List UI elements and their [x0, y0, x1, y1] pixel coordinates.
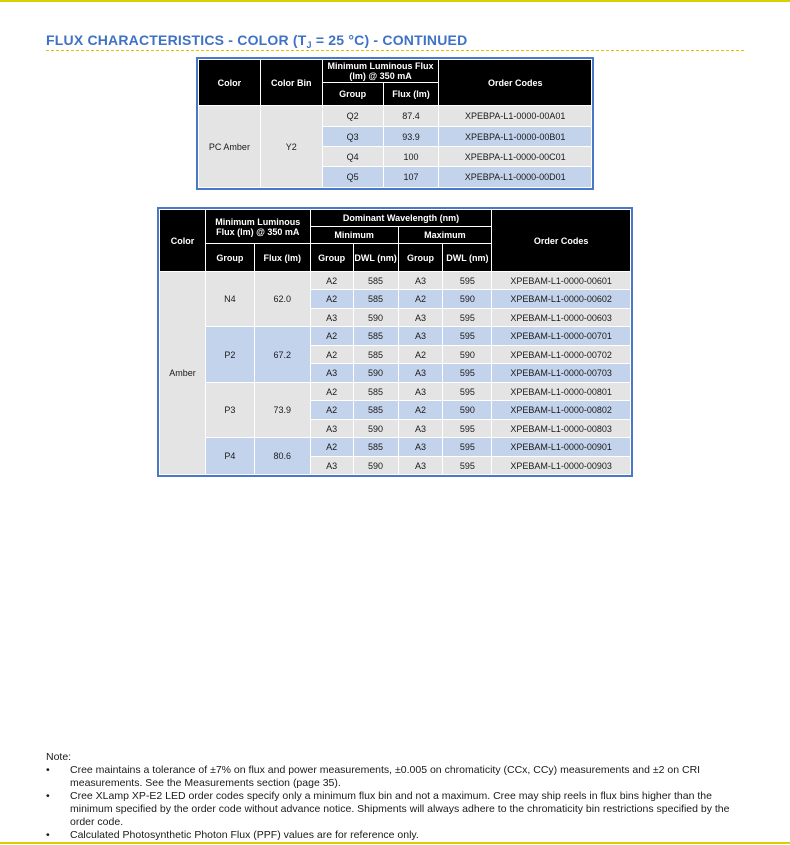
cell-min-dwl: 590	[353, 420, 398, 438]
cell-max-dwl: 595	[443, 457, 492, 475]
cell-flux: 87.4	[383, 106, 439, 127]
amber-flux-table	[159, 209, 631, 475]
cell-min-group: A2	[310, 383, 353, 401]
section-heading: FLUX CHARACTERISTICS - COLOR ($T_J = 25$ °C) - CONTINUED	[46, 32, 468, 50]
note-text: Cree maintains a tolerance of ±7% on flux and power measurements, ±0.005 on chromaticity (CCx, CCy) measurements and ±2 on CRI measurements. See the Measurements section (page 35).	[70, 764, 701, 789]
notes-section	[46, 751, 746, 842]
cell-max-group: A3	[398, 383, 443, 401]
cell-min-dwl: 585	[353, 272, 398, 290]
cell-bin-group: P2	[205, 327, 254, 383]
pc-amber-flux-table	[198, 59, 592, 188]
header-min-dwl: DWL (nm)	[353, 244, 398, 272]
cell-group: Q4	[322, 147, 383, 167]
cell-bin-flux: 80.6	[254, 438, 310, 475]
cell-max-group: A2	[398, 346, 443, 364]
cell-order-code: XPEBPA-L1-0000-00B01	[439, 127, 592, 147]
cell-bin-flux: 73.9	[254, 383, 310, 438]
cell-min-group: A3	[310, 364, 353, 383]
cell-flux: 93.9	[383, 127, 439, 147]
header-min-group: Group	[310, 244, 353, 272]
cell-min-dwl: 590	[353, 364, 398, 383]
cell-max-group: A3	[398, 309, 443, 327]
cell-min-group: A3	[310, 457, 353, 475]
bullet: •	[46, 764, 50, 776]
bullet: •	[46, 829, 50, 841]
header-minimum: Minimum	[310, 227, 398, 244]
header-max-group: Group	[398, 244, 443, 272]
note-text: Calculated Photosynthetic Photon Flux (PPF) values are for reference only.	[70, 829, 419, 841]
cell-max-dwl: 595	[443, 383, 492, 401]
header-color: Color	[160, 210, 206, 272]
cell-order-code: XPEBAM-L1-0000-00702	[492, 346, 631, 364]
header-maximum: Maximum	[398, 227, 492, 244]
cell-max-group: A2	[398, 290, 443, 309]
header-group: Group	[205, 244, 254, 272]
bullet: •	[46, 790, 50, 802]
cell-max-group: A3	[398, 420, 443, 438]
cell-max-dwl: 595	[443, 438, 492, 457]
cell-max-dwl: 595	[443, 364, 492, 383]
header-min-flux: Minimum Luminous Flux (lm) @ 350 mA	[205, 210, 310, 244]
header-color: Color	[199, 60, 261, 106]
cell-bin-group: P3	[205, 383, 254, 438]
cell-min-group: A2	[310, 327, 353, 346]
cell-min-dwl: 585	[353, 327, 398, 346]
cell-max-group: A3	[398, 327, 443, 346]
cell-max-dwl: 595	[443, 420, 492, 438]
cell-min-dwl: 590	[353, 309, 398, 327]
cell-bin-group: N4	[205, 272, 254, 327]
header-flux: Flux (lm)	[383, 83, 439, 106]
cell-order-code: XPEBAM-L1-0000-00703	[492, 364, 631, 383]
cell-min-dwl: 585	[353, 438, 398, 457]
cell-max-dwl: 595	[443, 327, 492, 346]
cell-max-group: A3	[398, 457, 443, 475]
notes-title: Note:	[46, 751, 72, 763]
cell-max-group: A3	[398, 438, 443, 457]
cell-max-dwl: 590	[443, 346, 492, 364]
cell-max-group: A2	[398, 401, 443, 420]
cell-min-dwl: 585	[353, 401, 398, 420]
cell-max-dwl: 590	[443, 290, 492, 309]
header-color-bin: Color Bin	[260, 60, 322, 106]
cell-color-bin: Y2	[260, 106, 322, 188]
note-text: Cree XLamp XP-E2 LED order codes specify only a minimum flux bin and not a maximum. Cree may ship reels in flux bins higher than the minimum specified by the order code without advance notice. Shipments will always adhere to the chromaticity bin restrictions specified by the order code.	[70, 790, 730, 828]
cell-max-group: A3	[398, 364, 443, 383]
header-order-codes: Order Codes	[492, 210, 631, 272]
cell-min-group: A2	[310, 272, 353, 290]
cell-bin-flux: 67.2	[254, 327, 310, 383]
cell-min-group: A2	[310, 401, 353, 420]
bottom-rule	[0, 842, 790, 844]
header-flux: Flux (lm)	[254, 244, 310, 272]
cell-color: PC Amber	[199, 106, 261, 188]
note-item	[46, 829, 746, 842]
cell-min-group: A3	[310, 309, 353, 327]
note-item	[46, 764, 746, 790]
cell-flux: 107	[383, 167, 439, 188]
header-order-codes: Order Codes	[439, 60, 592, 106]
cell-max-dwl: 595	[443, 272, 492, 290]
cell-order-code: XPEBAM-L1-0000-00801	[492, 383, 631, 401]
cell-min-dwl: 585	[353, 290, 398, 309]
cell-bin-group: P4	[205, 438, 254, 475]
cell-order-code: XPEBPA-L1-0000-00C01	[439, 147, 592, 167]
cell-order-code: XPEBAM-L1-0000-00802	[492, 401, 631, 420]
top-rule	[0, 0, 790, 2]
cell-order-code: XPEBAM-L1-0000-00903	[492, 457, 631, 475]
heading-divider	[46, 50, 744, 51]
cell-min-dwl: 590	[353, 457, 398, 475]
header-max-dwl: DWL (nm)	[443, 244, 492, 272]
cell-flux: 100	[383, 147, 439, 167]
cell-order-code: XPEBAM-L1-0000-00603	[492, 309, 631, 327]
cell-min-group: A2	[310, 346, 353, 364]
note-item	[46, 790, 746, 829]
cell-order-code: XPEBAM-L1-0000-00601	[492, 272, 631, 290]
cell-min-group: A3	[310, 420, 353, 438]
cell-min-group: A2	[310, 438, 353, 457]
cell-order-code: XPEBAM-L1-0000-00602	[492, 290, 631, 309]
cell-color: Amber	[160, 272, 206, 475]
cell-order-code: XPEBPA-L1-0000-00A01	[439, 106, 592, 127]
cell-order-code: XPEBAM-L1-0000-00803	[492, 420, 631, 438]
cell-max-dwl: 595	[443, 309, 492, 327]
cell-bin-flux: 62.0	[254, 272, 310, 327]
cell-min-group: A2	[310, 290, 353, 309]
cell-min-dwl: 585	[353, 383, 398, 401]
cell-order-code: XPEBAM-L1-0000-00901	[492, 438, 631, 457]
cell-order-code: XPEBAM-L1-0000-00701	[492, 327, 631, 346]
cell-order-code: XPEBPA-L1-0000-00D01	[439, 167, 592, 188]
header-dominant-wavelength: Dominant Wavelength (nm)	[310, 210, 492, 227]
cell-group: Q3	[322, 127, 383, 147]
cell-max-group: A3	[398, 272, 443, 290]
header-min-flux: Minimum Luminous Flux (lm) @ 350 mA	[322, 60, 439, 83]
cell-min-dwl: 585	[353, 346, 398, 364]
cell-group: Q5	[322, 167, 383, 188]
cell-group: Q2	[322, 106, 383, 127]
cell-max-dwl: 590	[443, 401, 492, 420]
header-group: Group	[322, 83, 383, 106]
